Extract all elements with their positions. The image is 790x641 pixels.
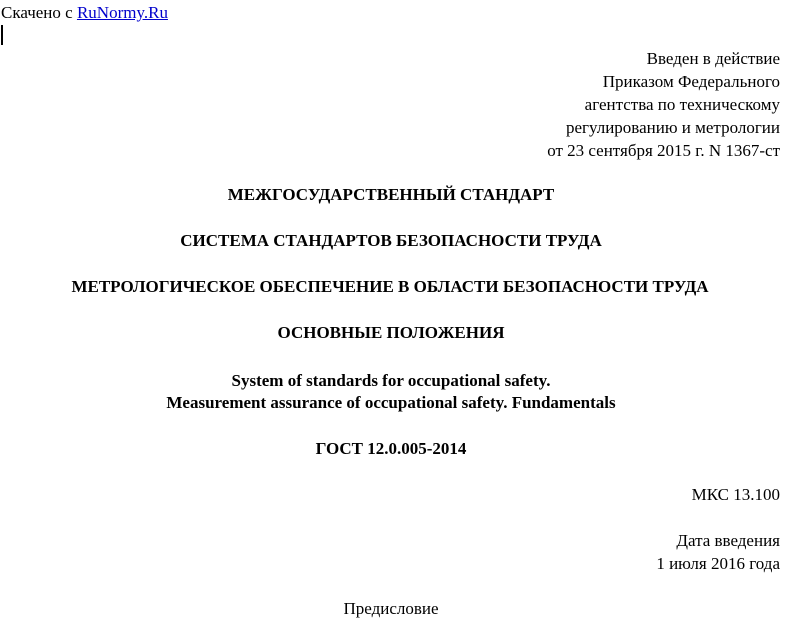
- english-title-line-1: System of standards for occupational safety.: [231, 371, 551, 390]
- introduction-line: Введен в действие: [646, 49, 780, 68]
- download-source-line: [1, 3, 168, 23]
- english-title-line-2: Measurement assurance of occupational safety. Fundamentals: [166, 393, 616, 412]
- interstate-standard-title: МЕЖГОСУДАРСТВЕННЫЙ СТАНДАРТ: [227, 185, 555, 204]
- introduction-line: агентства по техническому: [584, 95, 780, 114]
- system-title: СИСТЕМА СТАНДАРТОВ БЕЗОПАСНОСТИ ТРУДА: [180, 231, 602, 250]
- text-cursor: [1, 25, 3, 45]
- mks-code: МКС 13.100: [691, 485, 780, 504]
- metrology-title: МЕТРОЛОГИЧЕСКОЕ ОБЕСПЕЧЕНИЕ В ОБЛАСТИ БЕЗОПАСНОСТИ ТРУДА: [71, 277, 709, 296]
- introduction-line: регулированию и метрологии: [565, 118, 780, 137]
- effective-date-block: [656, 529, 780, 575]
- preface-heading: Предисловие: [343, 599, 439, 618]
- introduction-line: Приказом Федерального: [602, 72, 780, 91]
- gost-number: ГОСТ 12.0.005-2014: [315, 439, 467, 458]
- runormy-link[interactable]: RuNormy.Ru: [76, 3, 168, 22]
- effective-date-value: 1 июля 2016 года: [656, 554, 780, 573]
- download-source-prefix: Скачено с: [1, 3, 77, 22]
- basic-provisions-title: ОСНОВНЫЕ ПОЛОЖЕНИЯ: [277, 323, 505, 342]
- introduction-block: [547, 47, 780, 162]
- effective-date-label: Дата введения: [676, 531, 780, 550]
- introduction-line: от 23 сентября 2015 г. N 1367-ст: [547, 141, 780, 160]
